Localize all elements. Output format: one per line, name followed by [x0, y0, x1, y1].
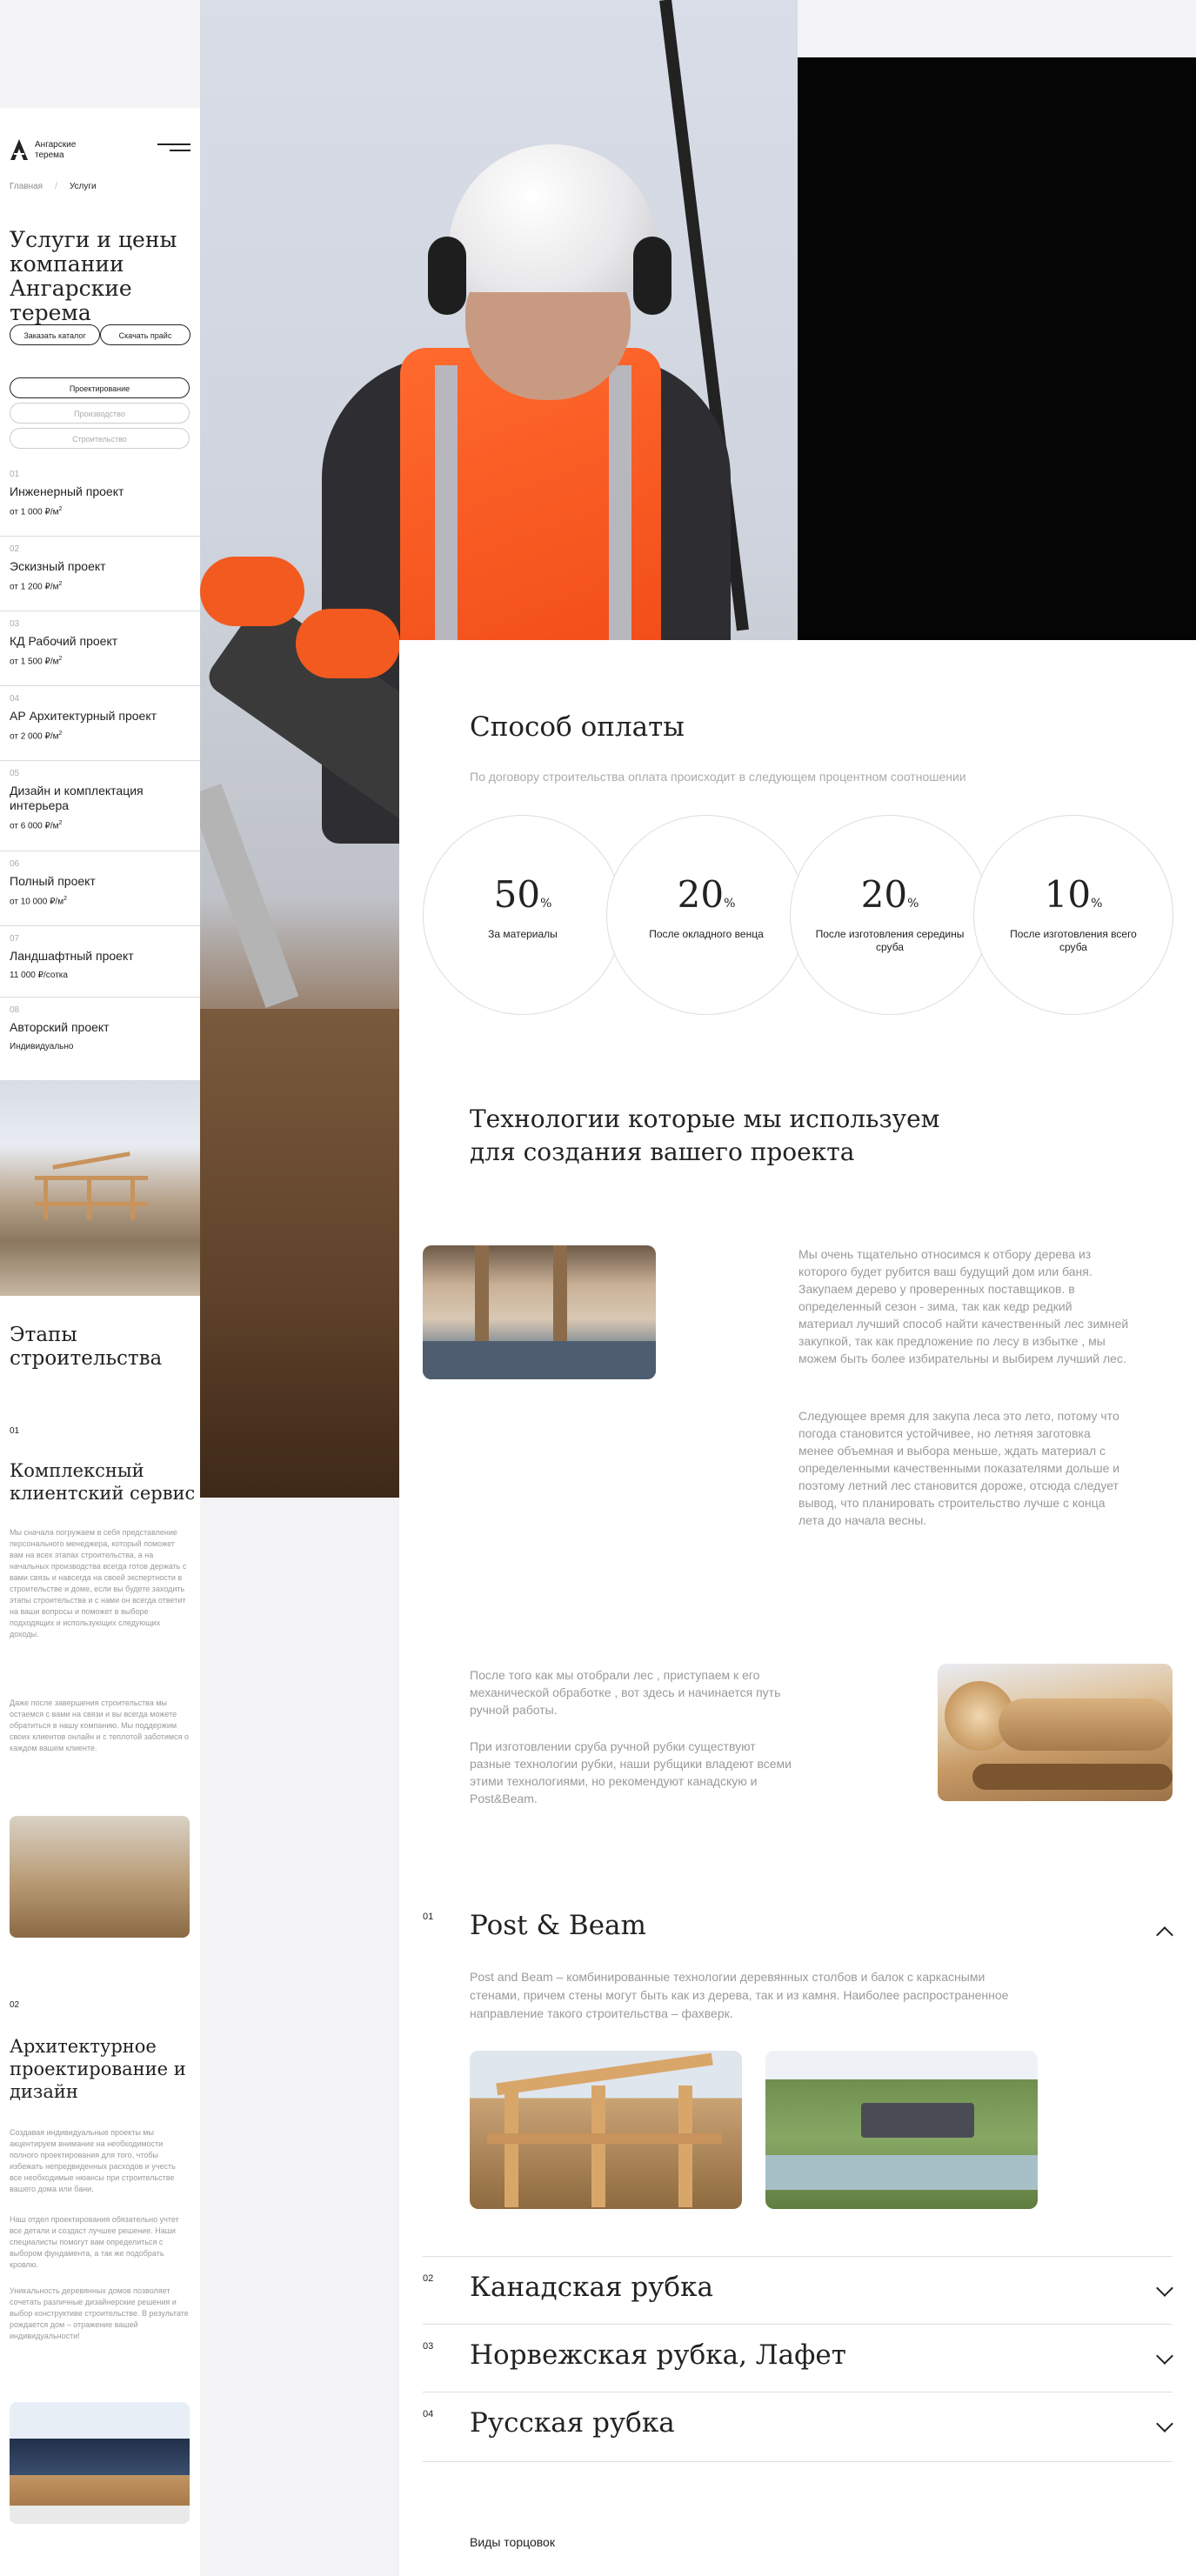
divider [423, 2256, 1173, 2257]
stage-text: Даже после завершения строительства мы остаемся с вами на связи и вы всегда можете обратиться в нашу компанию. Мы поддержим своих клиентов онлайн и с теплотой заботимся о каждом вашем клиенте. [10, 1698, 189, 1752]
brand-name[interactable]: Ангарские терема [35, 140, 77, 160]
payment-step [973, 815, 1173, 1015]
stage-photo [10, 1816, 190, 1938]
service-price: Индивидуально [10, 1042, 74, 1051]
estate-photo [765, 2051, 1038, 2209]
technologies-text: Мы очень тщательно относимся к отбору дерева из которого будет рубится ваш будущий дом или баня. Закупаем дерево у проверенных поставщиков. в определенный сезон - зима, так как кедр редкий материал лучший способ найти качественный лес зимней закупкой, так как предложение по лесу в избытке , мы можем быть более избирательны и выбирем лучший лес. [798, 1247, 1129, 1365]
service-item[interactable] [10, 934, 190, 980]
service-num: 05 [10, 769, 20, 778]
technologies-text: При изготовлении сруба ручной рубки существуют разные технологии рубки, наши рубщики владеют всеми этими технологиями, но рекомендуют канадскую и Post&Beam. [470, 1739, 792, 1805]
dark-block [798, 57, 1196, 640]
stages-title: Этапы строительства [10, 1324, 163, 1370]
payment-label: После окладного венца [649, 928, 764, 940]
service-price: от 2 000 ₽/м [10, 731, 59, 742]
accordion-title[interactable]: Норвежская рубка, Лафет [470, 2339, 846, 2371]
stage-title: Комплексный клиентский сервис [10, 1460, 196, 1504]
service-num: 04 [10, 694, 20, 704]
payment-subtitle: По договору строительства оплата происходит в следующем процентном соотношении [470, 770, 966, 784]
hard-hat [449, 144, 658, 292]
service-item[interactable] [10, 859, 190, 906]
technologies-title: Технологии которые мы используем для создания вашего проекта [470, 1104, 940, 1166]
tab-design[interactable]: Проектирование [10, 377, 190, 398]
chainsaw-bar [200, 784, 298, 1008]
accordion-desc: Post and Beam – комбинированные технологии деревянных столбов и балок с каркасными стенами, причем стены могут быть как из дерева, так и из камня. Наиболее распространенное направление такого строительства – фахверк. [470, 1970, 1009, 2020]
technologies-text: Следующее время для закупа леса это лето, потому что погода становится устойчивее, но летняя заготовка менее объемная и выбора меньше, ждать материал с определенными качественными показателями дольше и поэтому летний лес становится дороже, отсюда следует вывод, что планировать строительство лучше с конца лета до начала весны. [798, 1409, 1120, 1527]
service-price: от 1 200 ₽/м [10, 582, 59, 592]
payment-percent: 10 [1044, 873, 1092, 916]
accordion-num: 03 [423, 2341, 434, 2352]
divider [423, 2461, 1173, 2462]
divider [0, 997, 200, 998]
service-price: 11 000 ₽/сотка [10, 971, 68, 980]
tab-construction[interactable]: Строительство [10, 428, 190, 449]
service-num: 08 [10, 1005, 20, 1015]
payment-label: За материалы [488, 928, 558, 940]
service-name: Ландшафтный проект [10, 949, 134, 963]
service-name: Полный проект [10, 874, 96, 888]
accordion-title[interactable]: Post & Beam [470, 1910, 646, 1941]
stage-num: 01 [10, 1426, 20, 1436]
service-name: Дизайн и комплектация интерьера [10, 784, 144, 812]
accordion-num: 01 [423, 1912, 434, 1922]
service-item[interactable] [10, 694, 190, 741]
stage-title: Архитектурное проектирование и дизайн [10, 2036, 186, 2102]
menu-icon[interactable] [157, 143, 190, 156]
stage-photo [10, 2402, 190, 2524]
service-name: Авторский проект [10, 1020, 110, 1034]
stage-text: Уникальность деревянных домов позволяет сочетать различные дизайнерские решения и выбор конструктиве строительстве. В результате рождается дом – отражение вашей индивидуальности! [10, 2286, 189, 2340]
earmuff [428, 237, 466, 315]
order-catalog-button[interactable]: Заказать каталог [10, 324, 100, 345]
logs-photo [938, 1664, 1173, 1801]
service-num: 07 [10, 934, 20, 944]
price-unit-sup: 2 [58, 656, 63, 662]
stage-num: 02 [10, 2000, 20, 2010]
price-unit-sup: 2 [58, 506, 63, 512]
tab-production[interactable]: Производство [10, 403, 190, 424]
divider [0, 685, 200, 686]
payment-unit: % [907, 897, 919, 911]
divider [0, 536, 200, 537]
service-price: от 1 000 ₽/м [10, 507, 59, 517]
divider [0, 760, 200, 761]
log-texture [200, 1009, 400, 1498]
payment-label: После изготовления середины сруба [815, 928, 965, 953]
service-item[interactable] [10, 1005, 190, 1051]
glove [200, 557, 304, 626]
payment-unit: % [724, 897, 736, 911]
breadcrumb-current: Услуги [69, 182, 97, 191]
accordion-num: 04 [423, 2409, 434, 2419]
service-num: 06 [10, 859, 20, 869]
accordion-title[interactable]: Канадская рубка [470, 2272, 713, 2303]
service-price: от 10 000 ₽/м [10, 897, 64, 907]
payment-label: После изготовления всего сруба [1010, 928, 1137, 953]
section-title: Виды торцовок [470, 2535, 555, 2549]
service-item[interactable] [10, 619, 190, 666]
stage-text: Создавая индивидуальные проекты мы акцентируем внимание на необходимости полного проектирования для того, чтобы избежать непредвиденных расходов и учесть все необходимые нюансы при строительстве вашего дома или бани. [10, 2128, 176, 2193]
service-price: от 1 500 ₽/м [10, 657, 59, 667]
page-title: Услуги и цены компании Ангарские терема [10, 227, 177, 325]
price-unit-sup: 2 [58, 581, 63, 587]
breadcrumb: Главная / Услуги [10, 182, 97, 191]
earmuff [633, 237, 671, 315]
service-name: КД Рабочий проект [10, 634, 118, 648]
price-unit-sup: 2 [58, 820, 63, 826]
service-name: Эскизный проект [10, 559, 106, 573]
technologies-text: После того как мы отобрали лес , приступаем к его механической обработке , вот здесь и начинается путь ручной работы. [470, 1668, 781, 1717]
payment-title: Способ оплаты [470, 711, 685, 743]
service-name: Инженерный проект [10, 484, 124, 498]
interior-photo [423, 1245, 656, 1379]
accordion-num: 02 [423, 2273, 434, 2284]
divider [0, 925, 200, 926]
glove [296, 609, 400, 678]
payment-step [423, 815, 623, 1015]
payment-step [606, 815, 806, 1015]
construction-photo [0, 1080, 200, 1296]
service-name: АР Архитектурный проект [10, 709, 157, 723]
price-unit-sup: 2 [58, 731, 63, 737]
payment-step [790, 815, 990, 1015]
service-num: 01 [10, 470, 20, 479]
stage-text: Наш отдел проектирования обязательно учтет все детали и создаст лучшее решение. Наши специалисты помогут вам определиться с выбором фундамента, а так же подобрать кровлю. [10, 2215, 179, 2269]
service-item[interactable] [10, 470, 190, 517]
service-num: 03 [10, 619, 20, 629]
service-num: 02 [10, 544, 20, 554]
service-item[interactable] [10, 769, 190, 831]
payment-percent: 20 [860, 873, 908, 916]
service-item[interactable] [10, 544, 190, 591]
post-beam-photo [470, 2051, 742, 2209]
accordion-title[interactable]: Русская рубка [470, 2407, 675, 2439]
download-price-button[interactable]: Скачать прайс [100, 324, 190, 345]
logo-icon[interactable] [10, 138, 29, 161]
stage-text: Мы сначала погружаем в себя представление персонального менеджера, который поможет вам на всех этапах строительства, а на начальных производства всегда готов держать с вами связь и навсегда на своей экспертности в строительстве и доме, если вы будете заходить этапы строительства и с нами он всегда ответит на ваши вопросы и поможет в выборе подходящих и использующих следующих доходы. [10, 1528, 187, 1638]
payment-unit: % [540, 897, 552, 911]
payment-percent: 20 [677, 873, 725, 916]
payment-unit: % [1091, 897, 1103, 911]
breadcrumb-home[interactable]: Главная [10, 182, 43, 191]
payment-percent: 50 [493, 873, 541, 916]
price-unit-sup: 2 [63, 896, 67, 902]
divider [423, 2324, 1173, 2325]
service-price: от 6 000 ₽/м [10, 821, 59, 831]
